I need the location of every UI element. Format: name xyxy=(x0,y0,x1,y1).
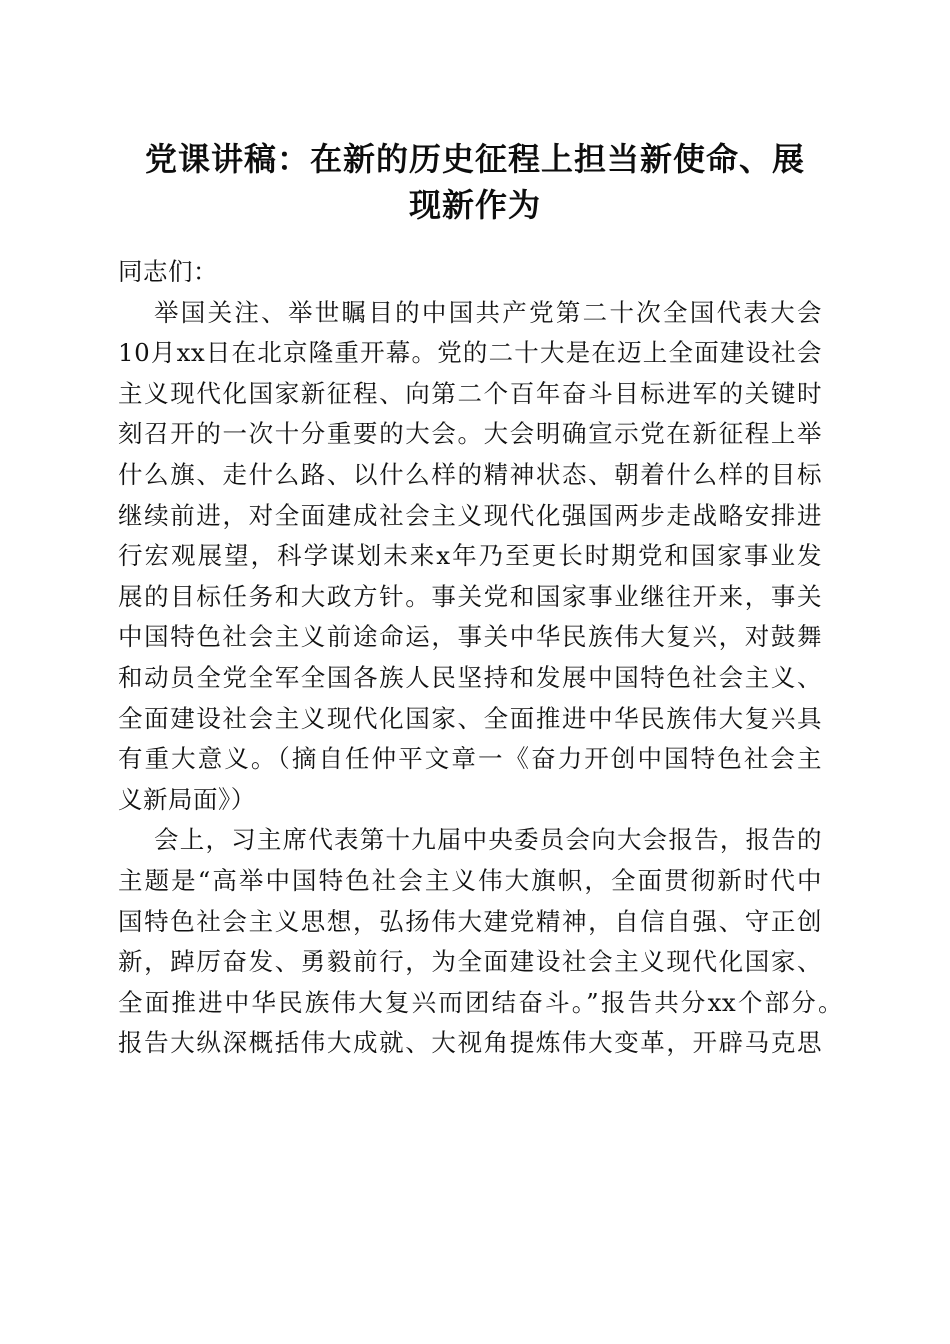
salutation: 同志们： xyxy=(118,257,218,286)
document-title xyxy=(100,136,850,228)
paragraph-line: 全面建设社会主义现代化国家、全面推进中华民族伟大复兴具 xyxy=(118,703,822,733)
paragraph-line: 报告大纵深概括伟大成就、大视角提炼伟大变革，开辟马克思 xyxy=(118,1028,822,1058)
paragraph-line: 什么旗、走什么路、以什么样的精神状态、朝着什么样的目标 xyxy=(118,459,822,489)
paragraph-line: 刻召开的一次十分重要的大会。大会明确宣示党在新征程上举 xyxy=(118,419,822,449)
paragraph-line: 主题是“高举中国特色社会主义伟大旗帜，全面贯彻新时代中 xyxy=(118,865,822,895)
paragraph-line: 和动员全党全军全国各族人民坚持和发展中国特色社会主义、 xyxy=(118,662,822,692)
paragraph-line: 举国关注、举世瞩目的中国共产党第二十次全国代表大会 xyxy=(154,297,822,327)
paragraph-line: 国特色社会主义思想，弘扬伟大建党精神，自信自强、守正创 xyxy=(118,906,822,936)
paragraph-line: 有重大意义。（摘自任仲平文章一《奋力开创中国特色社会主 xyxy=(118,744,822,774)
paragraph-line: 展的目标任务和大政方针。事关党和国家事业继往开来，事关 xyxy=(118,581,822,611)
paragraph-line: 全面推进中华民族伟大复兴而团结奋斗。”报告共分xx个部分。 xyxy=(118,987,843,1017)
paragraph-line: 主义现代化国家新征程、向第二个百年奋斗目标进军的关键时 xyxy=(118,378,822,408)
paragraph-line: 行宏观展望，科学谋划未来x年乃至更长时期党和国家事业发 xyxy=(118,541,822,571)
paragraph-2 xyxy=(118,820,843,1064)
paragraph-line: 会上，习主席代表第十九届中央委员会向大会报告，报告的 xyxy=(154,825,822,855)
paragraph-line: 义新局面》） xyxy=(118,784,256,814)
paragraph-line: 中国特色社会主义前途命运，事关中华民族伟大复兴，对鼓舞 xyxy=(118,622,822,652)
paragraph-line: 继续前进，对全面建成社会主义现代化强国两步走战略安排进 xyxy=(118,500,822,530)
title-line-2: 现新作为 xyxy=(408,186,541,224)
title-line-1: 党课讲稿：在新的历史征程上担当新使命、展 xyxy=(144,140,805,178)
paragraph-line: 新，踔厉奋发、勇毅前行，为全面建设社会主义现代化国家、 xyxy=(118,947,822,977)
paragraph-1 xyxy=(118,293,838,821)
paragraph-line: 10月xx日在北京隆重开幕。党的二十大是在迈上全面建设社会 xyxy=(118,338,822,368)
document-body xyxy=(118,252,843,1064)
